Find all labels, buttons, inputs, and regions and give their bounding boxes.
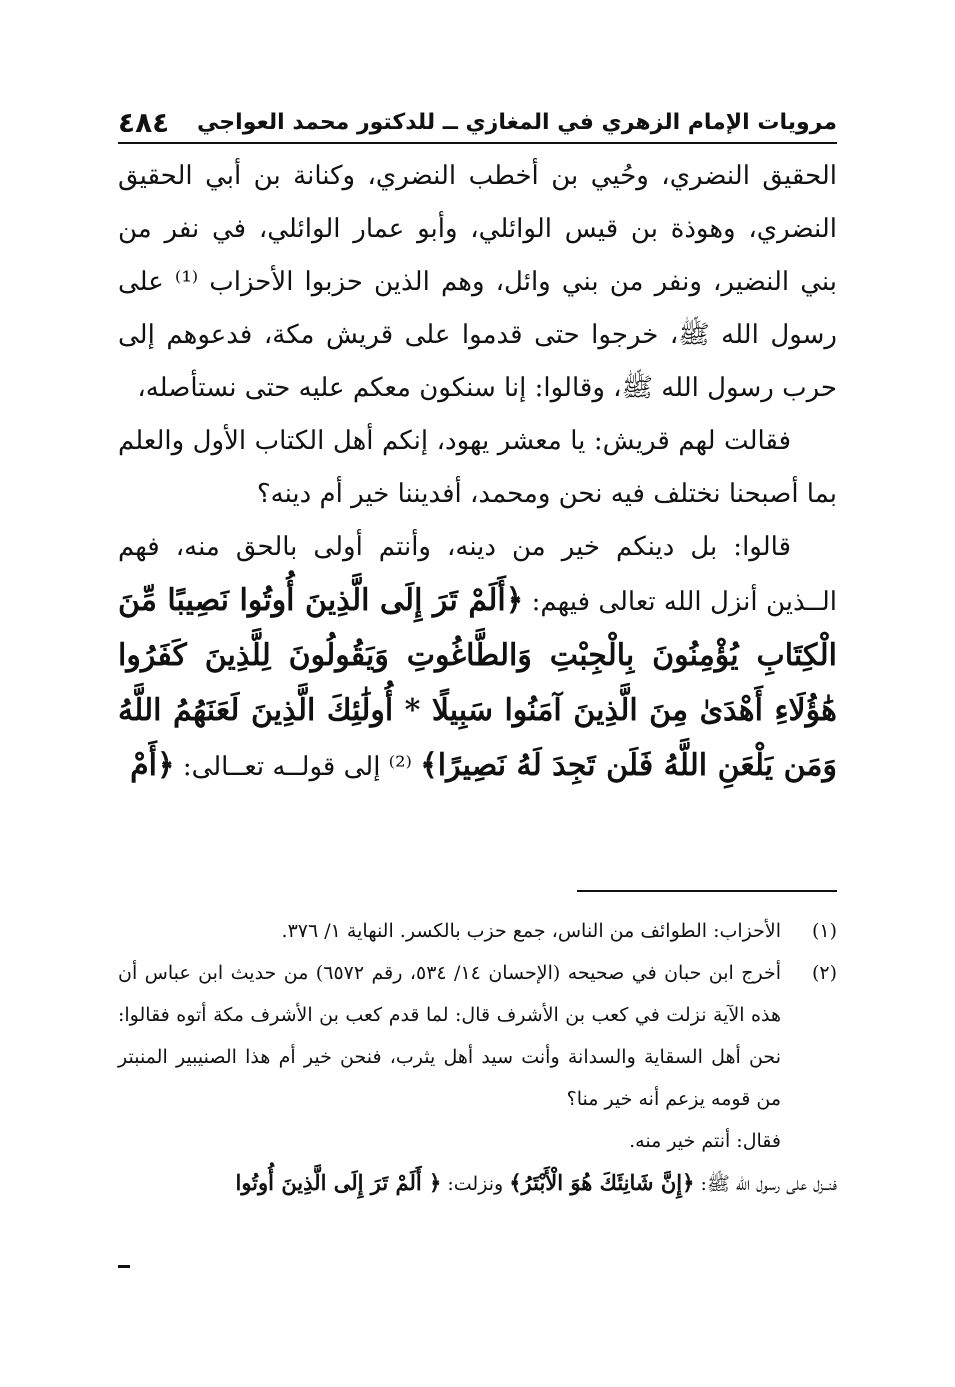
footnote-text: أخرج ابن حبان في صحيحه (الإحسان ١٤/ ٥٣٤، رقم ٦٥٧٢) من حديث ابن عباس أن هذه الآية نزلت في كعب بن الأشرف قال: لما قدم كعب بن الأشرف مكة أتوه فقالوا: نحن أهل السقاية والسدانة وأنت سيد أهل يثرب، فنحن خير أم هذا الصنيبير المنبتر من قومه يزعم أنه خير منا؟ (118, 962, 781, 1110)
footnote-2-continuation (118, 1162, 837, 1205)
running-header (118, 98, 837, 144)
footnote-number: (١) (811, 920, 837, 942)
header-title: مرويات الإمام الزهري في المغازي ــ للدكتور محمد العواجي (197, 110, 837, 136)
footnote-continuation-intro: فنــزل على رسول الله ﷺ: (700, 1173, 837, 1195)
footnotes (118, 910, 837, 1205)
footnote-ref-2: ⁽²⁾ (380, 752, 412, 782)
footnote-1 (118, 910, 837, 952)
paragraph-1: الحقيق النضري، وحُيي بن أخطب النضري، وكنانة بن أبي الحقيق النضري، وهوذة بن قيس الوائلي، وأبو عمار الوائلي، في نفر من بني النضير، ونفر من بني وائل، وهم الذين حزبوا الأحزاب ⁽¹⁾ على رسول الله ﷺ، خرجوا حتى قدموا على قريش مكة، فدعوهم إلى حرب رسول الله ﷺ، وقالوا: إنا سنكون معكم عليه حتى نستأصله، (118, 161, 837, 403)
continuation-dash (118, 1265, 130, 1268)
quran-verse: ﴿أَلَمْ تَرَ إِلَى الَّذِينَ أُوتُوا نَصِيبًا مِّنَ الْكِتَابِ يُؤْمِنُونَ بِالْجِبْتِ وَالطَّاغُوتِ وَيَقُولُونَ لِلَّذِينَ كَفَرُوا هَٰؤُلَاءِ أَهْدَىٰ مِنَ الَّذِينَ آمَنُوا سَبِيلًا * أُولَٰئِكَ الَّذِينَ لَعَنَهُمُ اللَّهُ وَمَن يَلْعَنِ اللَّهُ فَلَن تَجِدَ لَهُ نَصِيرًا﴾ (118, 583, 837, 783)
paragraph-2: فقالت لهم قريش: يا معشر يهود، إنكم أهل الكتاب الأول والعلم بما أصبحنا نختلف فيه نحن ومحمد، أفديننا خير أم دينه؟ (118, 426, 837, 509)
quran-verse-inline: ﴿ أَلَمْ تَرَ إِلَى الَّذِينَ أُوتُوا (235, 1170, 442, 1195)
quran-verse-continuation: ﴿أَمْ (130, 748, 175, 783)
footnote-text: فقال: أنتم خير منه. (629, 1130, 781, 1152)
quran-verse-inline: ﴿إِنَّ شَانِئَكَ هُوَ الْأَبْتَرُ﴾ (509, 1170, 695, 1195)
paragraph-3 (118, 521, 837, 794)
paragraph-3-intro: قالوا: بل دينكم خير من دينه، وأنتم أولى بالحق منه، فهم الــذين أنزل الله تعالى فيهم: (118, 532, 838, 617)
footnote-body (118, 910, 781, 952)
page-number: ٤٨٤ (118, 106, 170, 140)
footnote-2 (118, 952, 837, 1162)
footnote-number: (٢) (811, 962, 837, 984)
footnote-continuation-mid: ونزلت: (441, 1173, 504, 1195)
footnote-separator (577, 890, 837, 892)
footnote-body (118, 952, 781, 1162)
main-text (118, 150, 837, 794)
footnote-text: الأحزاب: الطوائف من الناس، جمع حزب بالكسر. النهاية ١/ ٣٧٦. (281, 920, 781, 942)
paragraph-3-outro: إلى قولــه تعــالى: (182, 752, 381, 782)
